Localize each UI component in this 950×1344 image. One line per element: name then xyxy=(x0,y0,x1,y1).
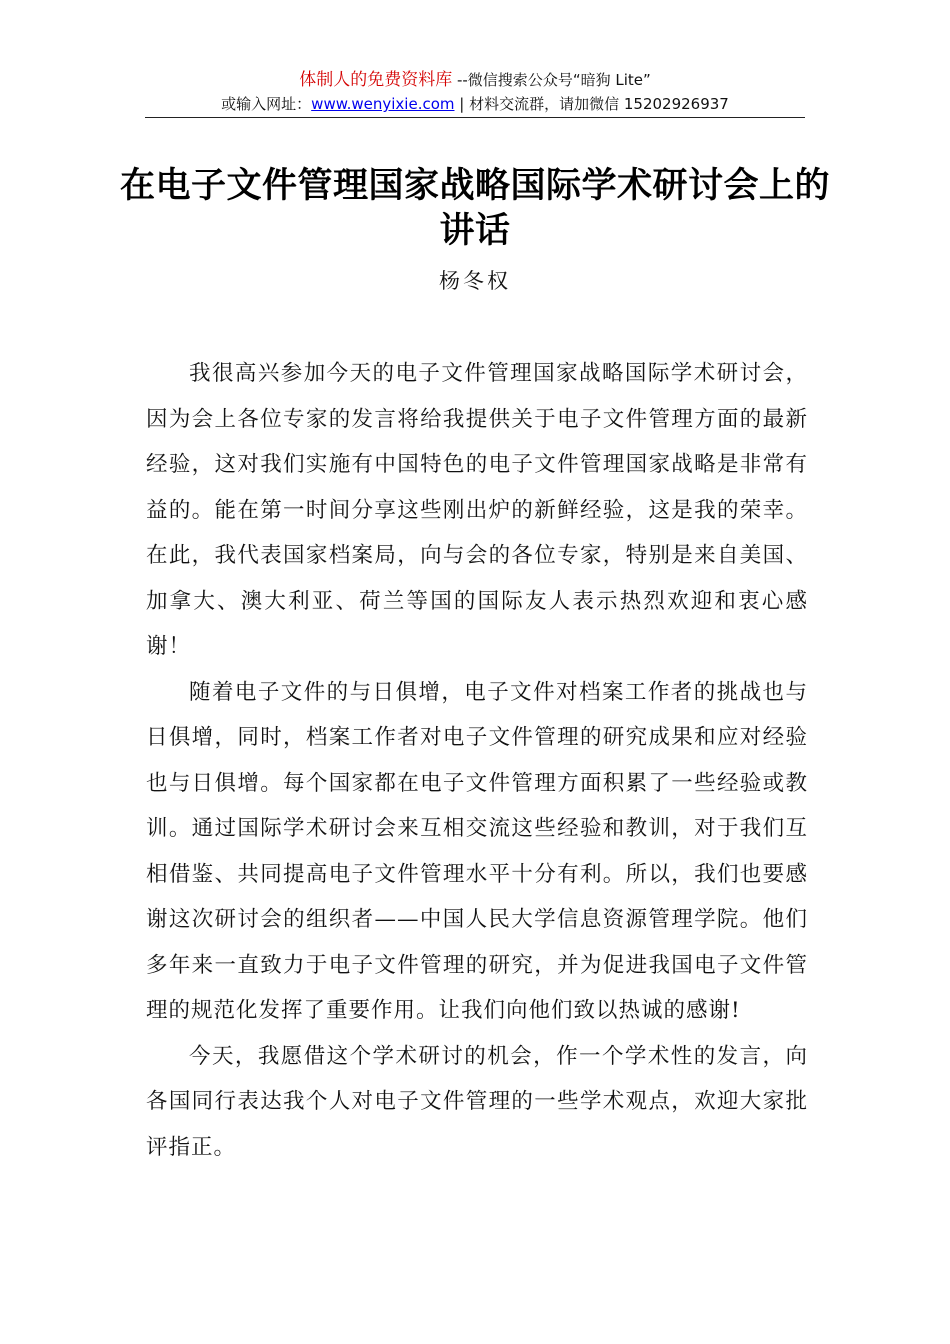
header-contact: | 材料交流群，请加微信 15202926937 xyxy=(454,95,729,113)
body-paragraph: 我很高兴参加今天的电子文件管理国家战略国际学术研讨会，因为会上各位专家的发言将给我提供关于电子文件管理方面的最新经验，这对我们实施有中国特色的电子文件管理国家战略是非常有益的。能在第一时间分享这些刚出炉的新鲜经验，这是我的荣幸。在此，我代表国家档案局，向与会的各位专家，特别是来自美国、加拿大、澳大利亚、荷兰等国的国际友人表示热烈欢迎和衷心感谢！ xyxy=(146,361,808,659)
header-brand: 体制人的免费资料库 xyxy=(299,70,453,90)
document-author: 杨冬权 xyxy=(439,269,511,293)
header-contact-line xyxy=(145,92,805,116)
body-paragraph: 随着电子文件的与日俱增，电子文件对档案工作者的挑战也与日俱增，同时，档案工作者对电子文件管理的研究成果和应对经验也与日俱增。每个国家都在电子文件管理方面积累了一些经验或教训。通过国际学术研讨会来互相交流这些经验和教训，对于我们互相借鉴、共同提高电子文件管理水平十分有利。所以，我们也要感谢这次研讨会的组织者——中国人民大学信息资源管理学院。他们多年来一直致力于电子文件管理的研究，并为促进我国电子文件管理的规范化发挥了重要作用。让我们向他们致以热诚的感谢! xyxy=(146,679,808,1023)
body-paragraph: 今天，我愿借这个学术研讨的机会，作一个学术性的发言，向各国同行表达我个人对电子文件管理的一些学术观点，欢迎大家批评指正。 xyxy=(146,1043,808,1160)
header-divider xyxy=(145,117,805,118)
header-promo-line xyxy=(145,68,805,92)
header-url-link[interactable]: www.wenyixie.com xyxy=(311,95,455,113)
page-header xyxy=(145,68,805,116)
header-slogan: --微信搜索公众号“暗狗 Lite” xyxy=(452,71,651,89)
header-url-prefix: 或输入网址： xyxy=(221,95,312,113)
document-title: 在电子文件管理国家战略国际学术研讨会上的讲话 xyxy=(120,165,831,251)
document-body xyxy=(146,351,808,1170)
